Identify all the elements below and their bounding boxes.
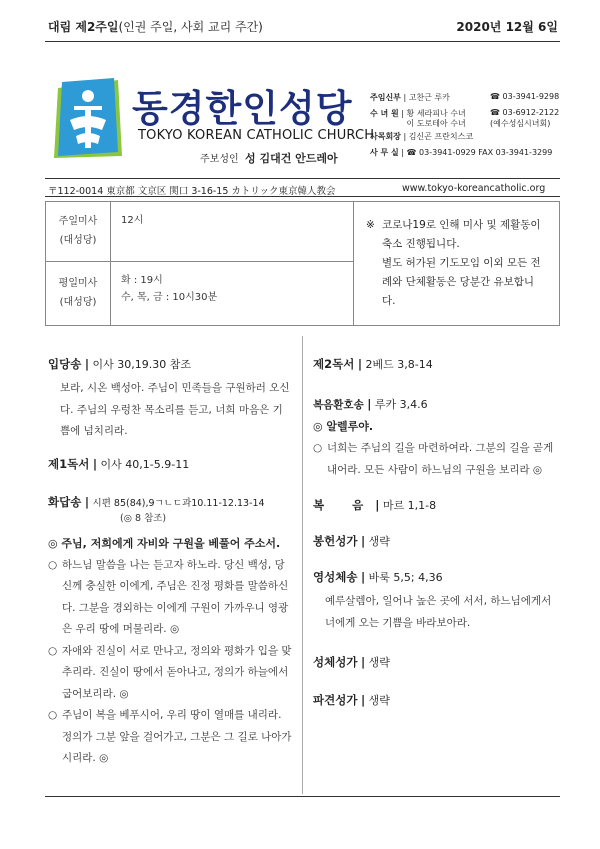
church-name-en: TOKYO KOREAN CATHOLIC CHURCH [138, 128, 375, 143]
patron-saint [200, 150, 338, 166]
church-website[interactable]: www.tokyo-koreancatholic.org [402, 183, 546, 194]
church-name: 동경한인성당 [132, 87, 353, 130]
psalm-response: ◎ 주님, 저희에게 자비와 구원을 베풀어 주소서. [48, 536, 281, 550]
week-main: 대림 제2주일 [48, 20, 119, 34]
staff-pastor: 주임신부 | 고찬근 루카 ☎ 03-3941-9298 [370, 92, 560, 102]
right-column [313, 356, 557, 708]
week-sub: (인권 주일, 사회 교리 주간) [118, 20, 263, 34]
notice-mark-icon: ※ [366, 219, 375, 231]
entrance-antiphon-heading: 입당송 | 이사 30,19.30 참조 [48, 357, 192, 371]
communion-antiphon-heading: 영성체송 | 바룩 5,5; 4,36 [313, 570, 443, 584]
staff-convent: 수 녀 원 | 황 세라피나 수녀 ☎ 03-6912-2122 [370, 108, 560, 118]
header-rule-top [45, 41, 560, 42]
bulletin-date: 2020년 12월 6일 [456, 20, 558, 34]
second-reading-heading: 제2독서 | 2베드 3,8-14 [313, 357, 433, 371]
notice-text-1: 코로나19로 인해 미사 및 제활동이 축소 진행됩니다. [382, 219, 541, 250]
header-rule-mid [45, 178, 560, 179]
psalm-heading: 화답송 | 시편 85(84),9ㄱㄴㄷ과10.11-12.13-14 [48, 494, 265, 509]
mass-schedule-table [45, 201, 560, 326]
sunday-mass-label: 주일미사 (대성당) [46, 202, 111, 262]
notice-box [354, 202, 560, 326]
church-cross-logo-icon [52, 78, 124, 160]
psalm-verse-2: ○ 자애와 진실이 서로 만나고, 정의와 평화가 입을 맞추리라. 진실이 땅에서 돋아나고, 정의가 하늘에서 굽어보리라. ◎ [48, 644, 292, 700]
gospel-acclamation-text: ○ 너희는 주님의 길을 마련하여라. 그분의 길을 곧게 내어라. 모든 사람이 하느님의 구원을 보리라 ◎ [313, 442, 554, 476]
psalm-ref-note: (◎ 8 참조) [120, 512, 167, 524]
liturgical-week [48, 18, 263, 35]
sunday-mass-time: 12시 [111, 202, 354, 262]
church-address: 〒112-0014 東京都 文京区 関口 3-16-15 カトリック東京韓人教会 [48, 186, 336, 197]
communion-hymn-heading: 성체성가 | 생략 [313, 655, 390, 669]
header-rule-bottom [45, 196, 560, 197]
patron-name: 성 김대건 안드레아 [245, 152, 338, 165]
weekday-mass-label: 평일미사 (대성당) [46, 261, 111, 325]
footer-rule [45, 796, 560, 797]
left-column [48, 356, 292, 770]
first-reading-heading: 제1독서 | 이사 40,1-5.9-11 [48, 456, 190, 471]
psalm-verse-1: ○ 하느님 말씀을 나는 듣고자 하노라. 당신 백성, 당신께 충실한 이에게, 주님은 진정 평화를 말씀하신다. 그분을 경외하는 이에게 구원이 가까우니 영광은 우리 땅에 머물리라. ◎ [48, 558, 289, 635]
psalm-verse-3: ○ 주님이 복을 베푸시어, 우리 땅이 열매를 내리라. 정의가 그분 앞을 걸어가고, 그분은 그 길로 나아가시리라. ◎ [48, 709, 292, 764]
recessional-hymn-heading: 파견성가 | 생략 [313, 693, 390, 707]
gospel-heading: 복 음| 마르 1,1-8 [313, 498, 437, 512]
patron-label: 주보성인 [200, 154, 239, 165]
bulletin-header [48, 18, 558, 40]
column-divider [302, 336, 303, 794]
notice-text-2: 별도 허가된 기도모임 이외 모든 전례와 단체활동은 당분간 유보합니다. [382, 257, 541, 307]
entrance-antiphon-text: 보라, 시온 백성아. 주님이 민족들을 구원하러 오신다. 주님의 우렁찬 목소리를 듣고, 너희 마음은 기쁨에 넘치리라. [60, 382, 290, 437]
staff-council: 사목회장 | 김신곤 프란치스코 [370, 132, 474, 141]
staff-convent-2: 이 도로테아 수녀 (예수성심시녀회) [406, 119, 551, 128]
offertory-hymn-heading: 봉헌성가 | 생략 [313, 534, 390, 548]
staff-office: 사 무 실 | ☎ 03-3941-0929 FAX 03-3941-3299 [370, 148, 553, 157]
gospel-acclamation-heading: 복음환호송 | 루카 3,4.6 [313, 397, 428, 411]
communion-antiphon-text: 예루살렘아, 일어나 높은 곳에 서서, 하느님에게서 너에게 오는 기쁨을 바라보아라. [325, 595, 552, 629]
alleluia: ◎ 알렐루야. [313, 420, 374, 433]
weekday-mass-time: 화 : 19시 수, 목, 금 : 10시30분 [111, 261, 354, 325]
